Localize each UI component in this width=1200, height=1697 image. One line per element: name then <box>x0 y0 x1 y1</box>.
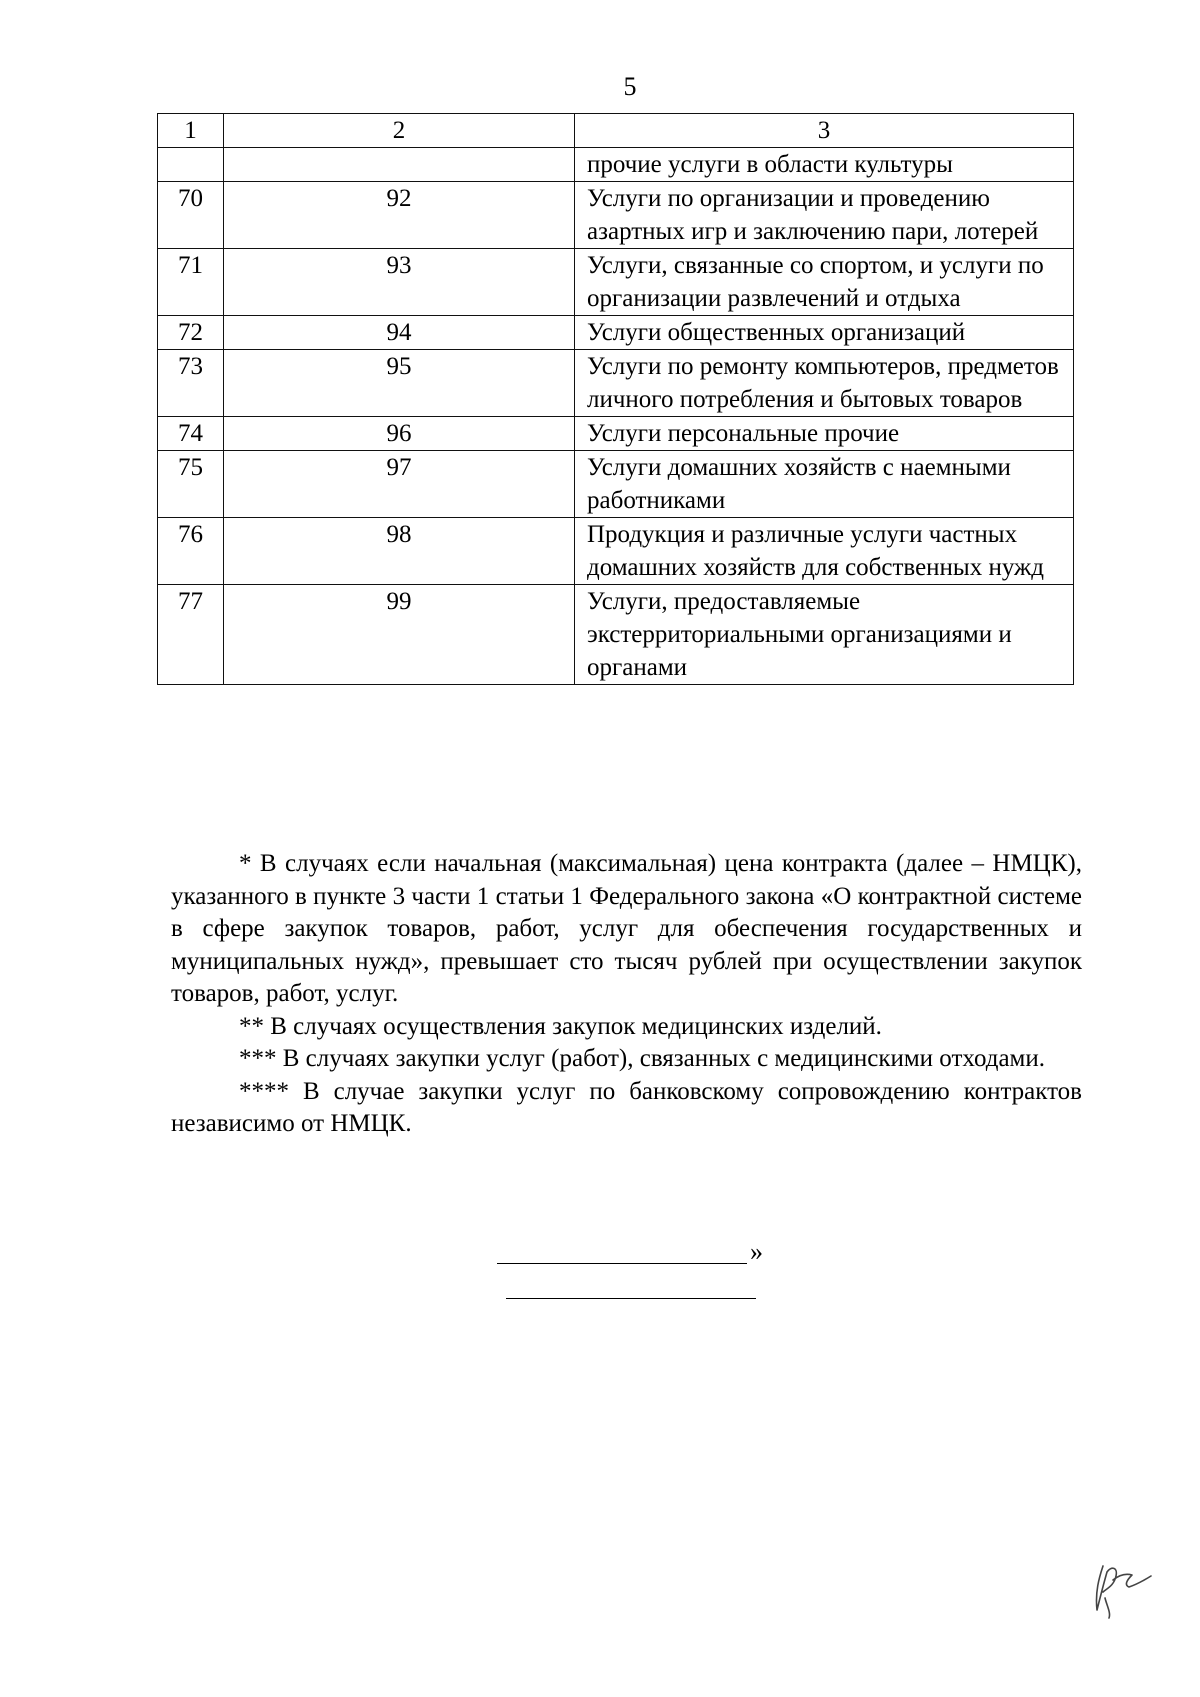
row-description: Услуги общественных организаций <box>575 316 1074 350</box>
table-row <box>158 249 1074 316</box>
table-row <box>158 451 1074 518</box>
codes-table <box>157 113 1074 685</box>
header-col-2: 2 <box>224 114 575 148</box>
table-row <box>158 148 1074 182</box>
row-code <box>224 148 575 182</box>
footnotes <box>171 848 1082 1141</box>
table-row <box>158 518 1074 585</box>
row-description: Услуги, предоставляемые экстерриториальными организациями и органами <box>575 585 1074 685</box>
row-code: 96 <box>224 417 575 451</box>
row-number: 75 <box>158 451 224 518</box>
footnote-3: *** В случаях закупки услуг (работ), связанных с медицинскими отходами. <box>239 1045 1045 1072</box>
row-description: Услуги, связанные со спортом, и услуги по организации развлечений и отдыха <box>575 249 1074 316</box>
table-row <box>158 350 1074 417</box>
closing-line-2 <box>506 1298 756 1299</box>
row-description: прочие услуги в области культуры <box>575 148 1074 182</box>
header-col-1: 1 <box>158 114 224 148</box>
table-row <box>158 316 1074 350</box>
row-number: 77 <box>158 585 224 685</box>
row-description: Услуги по ремонту компьютеров, предметов личного потребления и бытовых товаров <box>575 350 1074 417</box>
closing-line-1 <box>497 1263 747 1264</box>
table-row <box>158 585 1074 685</box>
table-row <box>158 417 1074 451</box>
row-code: 94 <box>224 316 575 350</box>
row-description: Услуги персональные прочие <box>575 417 1074 451</box>
row-code: 97 <box>224 451 575 518</box>
row-number: 74 <box>158 417 224 451</box>
row-description: Услуги домашних хозяйств с наемными работниками <box>575 451 1074 518</box>
row-number: 76 <box>158 518 224 585</box>
row-number: 70 <box>158 182 224 249</box>
table-header-row <box>158 114 1074 148</box>
row-description: Услуги по организации и проведению азартных игр и заключению пари, лотерей <box>575 182 1074 249</box>
row-code: 95 <box>224 350 575 417</box>
row-code: 93 <box>224 249 575 316</box>
signature-initials <box>1085 1558 1157 1620</box>
row-number <box>158 148 224 182</box>
row-code: 92 <box>224 182 575 249</box>
footnote-1: * В случаях если начальная (максимальная) цена контракта (далее – НМЦК), указанного в пункте 3 части 1 статьи 1 Федерального закона «О контрактной системе в сфере закупок товаров, работ, услуг для обеспечения государственных и муниципальных нужд», превышает сто тысяч рублей при осуществлении закупок товаров, работ, услуг. <box>171 850 1082 1007</box>
row-description: Продукция и различные услуги частных домашних хозяйств для собственных нужд <box>575 518 1074 585</box>
row-number: 73 <box>158 350 224 417</box>
row-number: 71 <box>158 249 224 316</box>
closing-quote-mark: » <box>750 1237 763 1266</box>
row-number: 72 <box>158 316 224 350</box>
row-code: 99 <box>224 585 575 685</box>
footnote-2: ** В случаях осуществления закупок медицинских изделий. <box>239 1012 882 1040</box>
row-code: 98 <box>224 518 575 585</box>
table-row <box>158 182 1074 249</box>
header-col-3: 3 <box>575 114 1074 148</box>
page-number: 5 <box>623 72 637 101</box>
footnote-4: **** В случае закупки услуг по банковскому сопровождению контрактов независимо от НМЦК. <box>171 1077 1082 1137</box>
